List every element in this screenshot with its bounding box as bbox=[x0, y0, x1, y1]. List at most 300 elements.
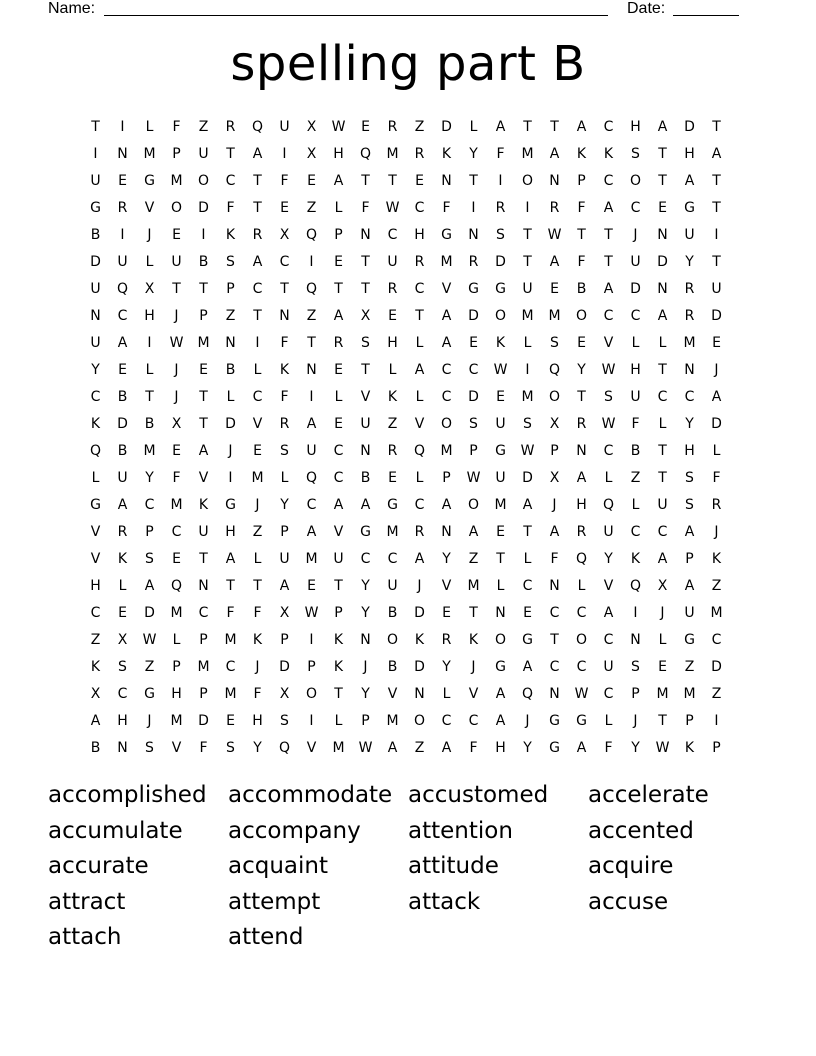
grid-letter: L bbox=[604, 469, 613, 486]
grid-letter: X bbox=[279, 226, 290, 243]
grid-letter: W bbox=[520, 442, 535, 459]
grid-letter: P bbox=[631, 685, 640, 702]
grid-letter: K bbox=[333, 658, 344, 675]
grid-letter: N bbox=[549, 685, 560, 702]
grid-letter: F bbox=[226, 604, 235, 621]
grid-letter: I bbox=[201, 226, 206, 243]
grid-letter: R bbox=[387, 280, 398, 297]
grid-letter: M bbox=[656, 685, 669, 702]
grid-letter: K bbox=[603, 145, 614, 162]
grid-letter: T bbox=[253, 172, 262, 189]
grid-letter: S bbox=[685, 469, 694, 486]
grid-letter: D bbox=[117, 415, 128, 432]
grid-letter: H bbox=[495, 739, 506, 756]
grid-letter: A bbox=[414, 550, 425, 567]
grid-letter: C bbox=[711, 631, 722, 648]
grid-letter: O bbox=[197, 172, 210, 189]
grid-letter: U bbox=[360, 415, 371, 432]
word-bank-item: attack bbox=[408, 888, 481, 915]
word-bank-item: attitude bbox=[408, 853, 499, 879]
grid-letter: A bbox=[549, 523, 560, 540]
grid-letter: B bbox=[387, 658, 398, 675]
grid-letter: L bbox=[604, 712, 613, 729]
grid-letter: R bbox=[117, 199, 128, 216]
grid-letter: Q bbox=[521, 685, 534, 702]
grid-letter: F bbox=[604, 739, 613, 756]
grid-letter: K bbox=[333, 631, 344, 648]
word-bank-item: attach bbox=[48, 924, 122, 950]
grid-letter: V bbox=[603, 577, 614, 594]
grid-letter: I bbox=[525, 199, 530, 216]
grid-letter: D bbox=[414, 604, 425, 621]
grid-letter: V bbox=[90, 523, 101, 540]
grid-letter: F bbox=[280, 172, 289, 189]
grid-letter: K bbox=[198, 496, 209, 513]
grid-letter: C bbox=[441, 361, 452, 378]
grid-letter: S bbox=[226, 739, 235, 756]
grid-letter: Q bbox=[413, 442, 426, 459]
grid-letter: W bbox=[601, 415, 616, 432]
grid-letter: Z bbox=[144, 658, 155, 675]
grid-letter: D bbox=[684, 118, 695, 135]
grid-letter: P bbox=[712, 739, 721, 756]
grid-letter: E bbox=[307, 172, 316, 189]
grid-letter: T bbox=[469, 172, 478, 189]
grid-letter: Y bbox=[145, 469, 154, 486]
grid-letter: V bbox=[441, 280, 452, 297]
grid-letter: W bbox=[142, 631, 157, 648]
grid-letter: R bbox=[333, 334, 344, 351]
grid-letter: S bbox=[469, 415, 478, 432]
grid-letter: F bbox=[172, 469, 181, 486]
grid-letter: G bbox=[495, 442, 506, 459]
grid-letter: N bbox=[657, 280, 668, 297]
grid-letter: H bbox=[144, 307, 155, 324]
grid-letter: E bbox=[334, 415, 343, 432]
grid-letter: Z bbox=[306, 307, 317, 324]
grid-letter: L bbox=[496, 577, 505, 594]
grid-letter: S bbox=[604, 388, 613, 405]
grid-letter: B bbox=[630, 442, 641, 459]
grid-letter: M bbox=[197, 334, 210, 351]
grid-letter: T bbox=[334, 577, 343, 594]
grid-letter: W bbox=[547, 226, 562, 243]
grid-letter: G bbox=[225, 496, 236, 513]
grid-letter: X bbox=[279, 685, 290, 702]
grid-letter: E bbox=[307, 577, 316, 594]
grid-letter: T bbox=[712, 118, 721, 135]
grid-letter: D bbox=[225, 415, 236, 432]
word-bank-item: accumulate bbox=[48, 817, 183, 844]
grid-letter: F bbox=[469, 739, 478, 756]
grid-letter: S bbox=[145, 550, 154, 567]
grid-letter: A bbox=[333, 172, 344, 189]
grid-letter: U bbox=[495, 469, 506, 486]
grid-letter: P bbox=[280, 631, 289, 648]
grid-letter: G bbox=[360, 523, 371, 540]
grid-letter: E bbox=[415, 172, 424, 189]
grid-letter: L bbox=[145, 253, 154, 270]
grid-letter: T bbox=[253, 307, 262, 324]
grid-letter: K bbox=[468, 631, 479, 648]
grid-letter: L bbox=[118, 577, 127, 594]
grid-letter: E bbox=[388, 307, 397, 324]
grid-letter: G bbox=[684, 199, 695, 216]
grid-letter: C bbox=[90, 388, 101, 405]
grid-letter: G bbox=[90, 199, 101, 216]
grid-letter: R bbox=[711, 496, 722, 513]
grid-letter: P bbox=[685, 550, 694, 567]
grid-letter: I bbox=[471, 199, 476, 216]
grid-letter: K bbox=[117, 550, 128, 567]
grid-letter: C bbox=[414, 496, 425, 513]
grid-letter: B bbox=[117, 442, 128, 459]
grid-letter: L bbox=[280, 469, 289, 486]
grid-letter: K bbox=[90, 415, 101, 432]
grid-letter: M bbox=[170, 712, 183, 729]
grid-letter: F bbox=[199, 739, 208, 756]
grid-letter: A bbox=[657, 118, 668, 135]
grid-letter: M bbox=[521, 307, 534, 324]
grid-letter: N bbox=[495, 604, 506, 621]
grid-letter: V bbox=[441, 577, 452, 594]
grid-letter: L bbox=[226, 388, 235, 405]
grid-letter: E bbox=[118, 361, 127, 378]
grid-letter: C bbox=[117, 307, 128, 324]
grid-letter: A bbox=[603, 604, 614, 621]
grid-letter: A bbox=[90, 712, 101, 729]
grid-letter: D bbox=[711, 658, 722, 675]
grid-letter: D bbox=[468, 388, 479, 405]
grid-letter: B bbox=[387, 604, 398, 621]
grid-letter: P bbox=[172, 145, 181, 162]
grid-letter: H bbox=[630, 118, 641, 135]
grid-letter: L bbox=[334, 712, 343, 729]
grid-letter: O bbox=[170, 199, 183, 216]
grid-letter: Q bbox=[629, 577, 642, 594]
grid-letter: J bbox=[228, 442, 233, 459]
grid-letter: V bbox=[414, 415, 425, 432]
grid-letter: V bbox=[144, 199, 155, 216]
grid-letter: N bbox=[414, 685, 425, 702]
grid-letter: O bbox=[440, 415, 453, 432]
grid-letter: D bbox=[279, 658, 290, 675]
grid-letter: O bbox=[305, 685, 318, 702]
grid-letter: G bbox=[495, 658, 506, 675]
grid-letter: V bbox=[387, 685, 398, 702]
grid-letter: U bbox=[711, 280, 722, 297]
grid-letter: M bbox=[683, 685, 696, 702]
grid-letter: L bbox=[712, 442, 721, 459]
name-line bbox=[104, 15, 608, 16]
grid-letter: Z bbox=[252, 523, 263, 540]
grid-letter: J bbox=[714, 523, 719, 540]
grid-letter: L bbox=[415, 469, 424, 486]
grid-letter: G bbox=[468, 280, 479, 297]
grid-letter: Y bbox=[253, 739, 262, 756]
grid-letter: M bbox=[251, 469, 264, 486]
grid-letter: L bbox=[658, 415, 667, 432]
grid-letter: L bbox=[145, 118, 154, 135]
grid-letter: A bbox=[522, 658, 533, 675]
grid-letter: K bbox=[90, 658, 101, 675]
grid-letter: C bbox=[549, 658, 560, 675]
grid-letter: E bbox=[442, 604, 451, 621]
grid-letter: U bbox=[603, 523, 614, 540]
grid-letter: E bbox=[577, 334, 586, 351]
grid-letter: O bbox=[386, 631, 399, 648]
grid-letter: T bbox=[91, 118, 100, 135]
grid-letter: J bbox=[633, 226, 638, 243]
grid-letter: R bbox=[468, 253, 479, 270]
grid-letter: Y bbox=[604, 550, 613, 567]
grid-letter: M bbox=[170, 496, 183, 513]
grid-letter: A bbox=[306, 415, 317, 432]
grid-letter: C bbox=[630, 523, 641, 540]
grid-letter: A bbox=[252, 253, 263, 270]
grid-letter: Y bbox=[442, 550, 451, 567]
grid-letter: R bbox=[684, 307, 695, 324]
grid-letter: S bbox=[523, 415, 532, 432]
grid-letter: A bbox=[549, 253, 560, 270]
grid-letter: U bbox=[333, 550, 344, 567]
grid-letter: Z bbox=[630, 469, 641, 486]
grid-letter: T bbox=[712, 199, 721, 216]
grid-letter: L bbox=[631, 334, 640, 351]
grid-letter: T bbox=[550, 631, 559, 648]
grid-letter: K bbox=[387, 388, 398, 405]
grid-letter: L bbox=[523, 334, 532, 351]
grid-letter: R bbox=[576, 523, 587, 540]
grid-letter: U bbox=[279, 550, 290, 567]
grid-letter: R bbox=[414, 253, 425, 270]
grid-letter: C bbox=[90, 604, 101, 621]
grid-letter: J bbox=[552, 496, 557, 513]
grid-letter: M bbox=[170, 172, 183, 189]
grid-letter: W bbox=[385, 199, 400, 216]
grid-letter: A bbox=[657, 307, 668, 324]
grid-letter: K bbox=[441, 145, 452, 162]
grid-letter: C bbox=[657, 388, 668, 405]
grid-letter: R bbox=[225, 118, 236, 135]
grid-letter: C bbox=[630, 199, 641, 216]
grid-letter: M bbox=[386, 523, 399, 540]
grid-letter: T bbox=[496, 550, 505, 567]
grid-letter: N bbox=[657, 226, 668, 243]
grid-letter: U bbox=[603, 658, 614, 675]
grid-letter: Y bbox=[361, 604, 370, 621]
grid-letter: L bbox=[658, 334, 667, 351]
grid-letter: Q bbox=[116, 280, 129, 297]
grid-letter: P bbox=[334, 604, 343, 621]
grid-letter: H bbox=[414, 226, 425, 243]
grid-letter: N bbox=[441, 523, 452, 540]
grid-letter: U bbox=[198, 523, 209, 540]
grid-letter: Q bbox=[575, 550, 588, 567]
grid-letter: K bbox=[495, 334, 506, 351]
grid-letter: J bbox=[471, 658, 476, 675]
grid-letter: P bbox=[199, 631, 208, 648]
grid-letter: E bbox=[199, 361, 208, 378]
grid-letter: H bbox=[171, 685, 182, 702]
word-bank-item: accuse bbox=[588, 888, 669, 915]
grid-letter: W bbox=[574, 685, 589, 702]
grid-letter: S bbox=[226, 253, 235, 270]
grid-letter: L bbox=[415, 334, 424, 351]
grid-letter: A bbox=[576, 118, 587, 135]
grid-letter: A bbox=[333, 496, 344, 513]
grid-letter: F bbox=[172, 118, 181, 135]
grid-letter: Y bbox=[280, 496, 289, 513]
grid-letter: I bbox=[255, 334, 260, 351]
word-bank-item: accelerate bbox=[588, 782, 709, 808]
grid-letter: G bbox=[387, 496, 398, 513]
grid-letter: E bbox=[388, 469, 397, 486]
grid-letter: L bbox=[253, 361, 262, 378]
grid-letter: J bbox=[255, 658, 260, 675]
grid-letter: P bbox=[307, 658, 316, 675]
grid-letter: H bbox=[576, 496, 587, 513]
grid-letter: A bbox=[441, 496, 452, 513]
grid-letter: A bbox=[279, 577, 290, 594]
grid-letter: T bbox=[577, 226, 586, 243]
grid-letter: R bbox=[252, 226, 263, 243]
grid-letter: M bbox=[521, 388, 534, 405]
grid-letter: B bbox=[90, 739, 101, 756]
grid-letter: T bbox=[523, 253, 532, 270]
grid-letter: N bbox=[360, 631, 371, 648]
grid-letter: A bbox=[684, 172, 695, 189]
grid-letter: Q bbox=[170, 577, 183, 594]
grid-letter: N bbox=[684, 361, 695, 378]
grid-letter: U bbox=[90, 334, 101, 351]
grid-letter: M bbox=[332, 739, 345, 756]
grid-letter: C bbox=[603, 307, 614, 324]
grid-letter: Y bbox=[631, 739, 640, 756]
grid-letter: B bbox=[225, 361, 236, 378]
grid-letter: B bbox=[117, 388, 128, 405]
grid-letter: E bbox=[172, 442, 181, 459]
word-bank-item: attend bbox=[228, 924, 304, 950]
grid-letter: C bbox=[387, 550, 398, 567]
grid-letter: S bbox=[361, 334, 370, 351]
word-bank-item: attract bbox=[48, 888, 126, 915]
grid-letter: P bbox=[226, 280, 235, 297]
word-bank-item: acquire bbox=[588, 853, 674, 879]
grid-letter: C bbox=[522, 577, 533, 594]
grid-letter: J bbox=[147, 226, 152, 243]
grid-letter: D bbox=[144, 604, 155, 621]
grid-letter: M bbox=[305, 550, 318, 567]
grid-letter: H bbox=[252, 712, 263, 729]
grid-letter: S bbox=[631, 658, 640, 675]
grid-letter: A bbox=[549, 145, 560, 162]
grid-letter: I bbox=[120, 226, 125, 243]
grid-letter: F bbox=[253, 685, 262, 702]
grid-letter: K bbox=[630, 550, 641, 567]
letter-grid bbox=[82, 113, 730, 761]
grid-letter: E bbox=[496, 523, 505, 540]
grid-letter: D bbox=[657, 253, 668, 270]
grid-letter: C bbox=[414, 280, 425, 297]
grid-letter: E bbox=[469, 334, 478, 351]
grid-letter: T bbox=[361, 172, 370, 189]
grid-letter: Q bbox=[89, 442, 102, 459]
grid-letter: C bbox=[549, 604, 560, 621]
grid-letter: F bbox=[361, 199, 370, 216]
grid-letter: W bbox=[169, 334, 184, 351]
grid-letter: R bbox=[387, 442, 398, 459]
grid-letter: H bbox=[684, 442, 695, 459]
grid-letter: I bbox=[309, 631, 314, 648]
grid-letter: W bbox=[655, 739, 670, 756]
page-title: spelling part B bbox=[230, 36, 586, 92]
grid-letter: E bbox=[658, 658, 667, 675]
grid-letter: C bbox=[360, 550, 371, 567]
grid-letter: O bbox=[575, 631, 588, 648]
grid-letter: A bbox=[495, 685, 506, 702]
grid-letter: C bbox=[603, 118, 614, 135]
grid-letter: C bbox=[333, 469, 344, 486]
grid-letter: N bbox=[225, 334, 236, 351]
grid-letter: Z bbox=[414, 118, 425, 135]
grid-letter: L bbox=[253, 550, 262, 567]
grid-letter: Y bbox=[91, 361, 100, 378]
grid-letter: J bbox=[525, 712, 530, 729]
grid-letter: M bbox=[440, 253, 453, 270]
grid-letter: E bbox=[118, 604, 127, 621]
grid-letter: C bbox=[414, 199, 425, 216]
word-bank-item: accompany bbox=[228, 817, 361, 844]
grid-letter: M bbox=[548, 307, 561, 324]
grid-letter: D bbox=[198, 712, 209, 729]
word-bank-item: accented bbox=[588, 817, 694, 844]
grid-letter: E bbox=[118, 172, 127, 189]
grid-letter: M bbox=[494, 496, 507, 513]
grid-letter: L bbox=[658, 631, 667, 648]
grid-letter: Z bbox=[468, 550, 479, 567]
grid-letter: S bbox=[631, 145, 640, 162]
grid-letter: U bbox=[90, 280, 101, 297]
grid-letter: D bbox=[495, 253, 506, 270]
grid-letter: J bbox=[147, 712, 152, 729]
grid-letter: G bbox=[522, 631, 533, 648]
word-bank-item: accurate bbox=[48, 853, 149, 879]
grid-letter: A bbox=[495, 118, 506, 135]
grid-letter: Q bbox=[602, 496, 615, 513]
word-bank-item: attempt bbox=[228, 888, 321, 915]
grid-letter: A bbox=[576, 739, 587, 756]
grid-letter: T bbox=[388, 172, 397, 189]
grid-letter: O bbox=[494, 631, 507, 648]
grid-letter: T bbox=[712, 253, 721, 270]
grid-letter: A bbox=[117, 334, 128, 351]
grid-letter: P bbox=[145, 523, 154, 540]
grid-letter: C bbox=[333, 442, 344, 459]
grid-letter: T bbox=[604, 226, 613, 243]
grid-letter: Z bbox=[414, 739, 425, 756]
grid-letter: Z bbox=[198, 118, 209, 135]
word-bank bbox=[48, 778, 768, 956]
grid-letter: R bbox=[117, 523, 128, 540]
grid-letter: D bbox=[711, 307, 722, 324]
grid-letter: E bbox=[712, 334, 721, 351]
grid-letter: X bbox=[171, 415, 182, 432]
grid-letter: O bbox=[575, 307, 588, 324]
grid-letter: U bbox=[387, 253, 398, 270]
grid-letter: A bbox=[468, 523, 479, 540]
grid-letter: I bbox=[309, 253, 314, 270]
